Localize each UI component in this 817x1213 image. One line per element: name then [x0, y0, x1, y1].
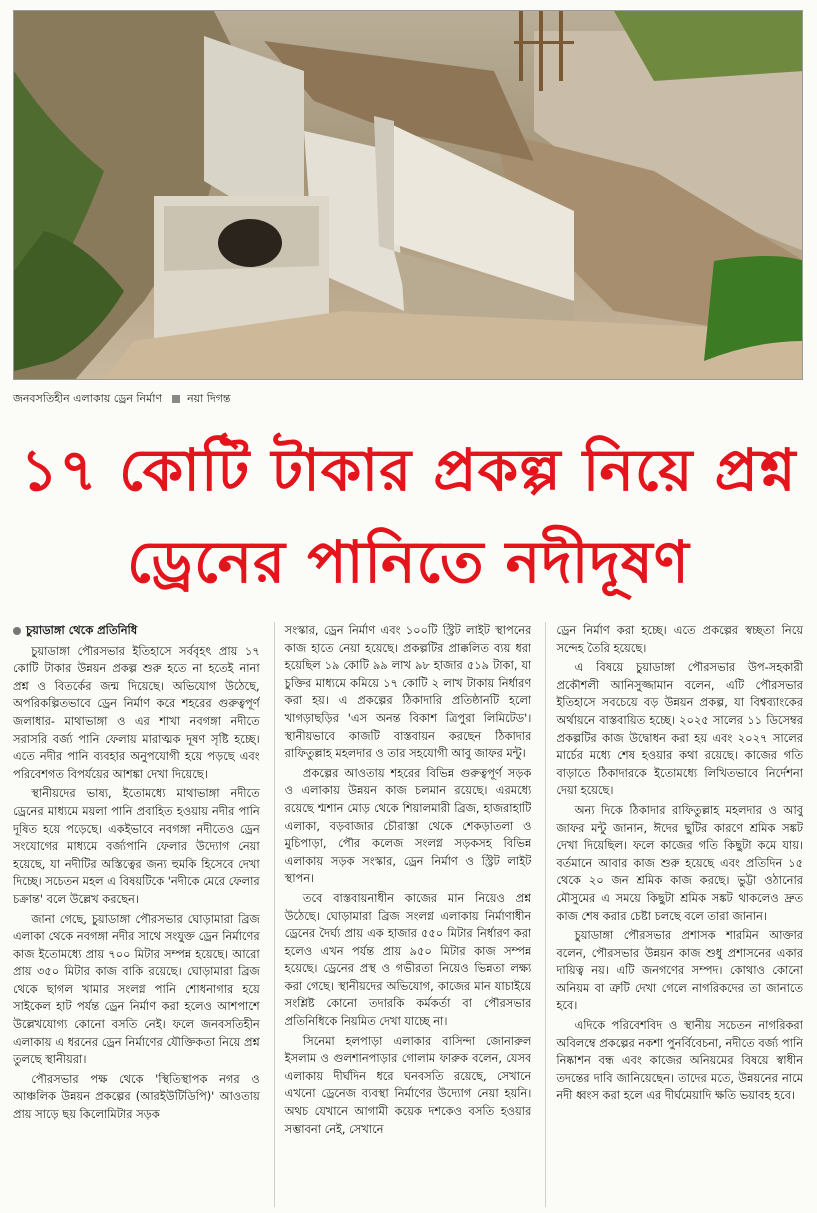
paragraph: চুয়াডাঙ্গা পৌরসভার ইতিহাসে সর্ববৃহৎ প্রায় ১৭ কোটি টাকার উন্নয়ন প্রকল্প শুরু হতে না হতেই নানা প্রশ্ন ও বিতর্কের জন্ম দিয়েছে। অভিযোগ উঠেছে, অপরিকল্পিতভাবে ড্রেন নির্মাণ করে শহরের গুরুত্বপূর্ণ জলাধার- মাথাভাঙ্গা ও এর শাখা নবগঙ্গা নদীতে সরাসরি বর্জ্য পানি ফেলায় মারাত্মক দূষণ সৃষ্টি হচ্ছে। এতে নদীর পানি ব্যবহার অনুপযোগী হয়ে পড়ছে এবং পরিবেশগত বিপর্যয়ের আশঙ্কা দেখা দিয়েছে।: [13, 643, 260, 781]
drain-construction-image: [14, 11, 803, 380]
caption-text: জনবসতিহীন এলাকায় ড্রেন নির্মাণ: [13, 392, 163, 405]
square-bullet-icon: [172, 395, 180, 403]
headline-line-2: ড্রেনের পানিতে নদীদূষণ: [127, 528, 690, 596]
article-photo: [13, 10, 803, 380]
paragraph: জানা গেছে, চুয়াডাঙ্গা পৌরসভার ঘোড়ামারা ব্রিজ এলাকা থেকে নবগঙ্গা নদীর সাথে সংযুক্ত ড্রেন নির্মাণের কাজ ইতোমধ্যে প্রায় ৭০০ মিটার সম্পন্ন হয়েছে। আরো প্রায় ৩৫০ মিটার কাজ বাকি রয়েছে। ঘোড়ামারা ব্রিজ থেকে ছাগল খামার সংলগ্ন পানি শোধনাগার হয়ে সাইকেল হাট পর্যন্ত ড্রেন নির্মাণ করা হলেও আশপাশে উল্লেখযোগ্য কোনো বসতি নেই। ফলে জনবসতিহীন এলাকায় এ ধরনের ড্রেন নির্মাণের যৌক্তিকতা নিয়ে প্রশ্ন তুলছে স্থানীয়রা।: [13, 911, 260, 1067]
paragraph: চুয়াডাঙ্গা পৌরসভার প্রশাসক শারমিন আক্তার বলেন, পৌরসভার উন্নয়ন কাজ শুধু প্রশাসনের একার দায়িত্ব নয়। এটি জনগণের সম্পদ। কোথাও কোনো অনিয়ম বা ত্রুটি দেখা গেলে নাগরিকদের তা জানাতে হবে।: [556, 928, 804, 1013]
paragraph: তবে বাস্তবায়নাধীন কাজের মান নিয়েও প্রশ্ন উঠেছে। ঘোড়ামারা ব্রিজ সংলগ্ন এলাকায় নির্মাণাধীন ড্রেনের দৈর্ঘ্য প্রায় এক হাজার ৫৫০ মিটার নির্ধারণ করা হলেও এখন পর্যন্ত প্রায় ৯৫০ মিটার কাজ সম্পন্ন হয়েছে। ড্রেনের প্রস্থ ও গভীরতা নিয়েও ভিন্নতা লক্ষ্য করা গেছে। স্থানীয়দের অভিযোগ, কাজের মান যাচাইয়ে সংশ্লিষ্ট কোনো তদারকি কর্মকর্তা বা পৌরসভার প্রতিনিধিকে নিয়মিত দেখা যাচ্ছে না।: [284, 890, 532, 1029]
paragraph: সংস্কার, ড্রেন নির্মাণ এবং ১০০টি স্ট্রিট লাইট স্থাপনের কাজ হাতে নেয়া হয়েছে। প্রকল্পটির প্রাক্কলিত ব্যয় ধরা হয়েছিল ১৯ কোটি ৯৯ লাখ ৯৮ হাজার ৫১৯ টাকা, যা চুক্তির মাধ্যমে কমিয়ে ১৭ কোটি ২ লাখ টাকায় নির্ধারণ করা হয়। এ প্রকল্পের ঠিকাদারি প্রতিষ্ঠানটি হলো খাগড়াছড়ির 'এস অনন্ত বিকাশ ত্রিপুরা লিমিটেড'। স্থানীয়ভাবে কাজটি বাস্তবায়ন করছেন ঠিকাদার রাফিতুল্লাহ মহলদার ও তার সহযোগী আবু জাফর মন্টু।: [284, 623, 532, 761]
article-body: [13, 622, 803, 1207]
article-column-3: [545, 622, 803, 1207]
bullet-dot-icon: [13, 627, 21, 635]
photo-credit: নয়া দিগন্ত: [187, 392, 231, 405]
paragraph: সিনেমা হলপাড়া এলাকার বাসিন্দা জোনারুল ইসলাম ও গুলশানপাড়ার গোলাম ফারুক বলেন, যেসব এলাকায় দীর্ঘদিন ধরে ঘনবসতি রয়েছে, সেখানে এখনো ড্রেনেজ ব্যবস্থা নির্মাণের উদ্যোগ নেয়া হয়নি। অথচ যেখানে আগামী কয়েক দশকেও বসতি হওয়ার সম্ভাবনা নেই, সেখানে: [284, 1033, 532, 1136]
headline-line-1: ১৭ কোটি টাকার প্রকল্প নিয়ে প্রশ্ন: [20, 436, 797, 504]
paragraph: এ বিষয়ে চুয়াডাঙ্গা পৌরসভার উপ-সহকারী প্রকৌশলী আনিসুজ্জামান বলেন, এটি পৌরসভার ইতিহাসে সবচেয়ে বড় উন্নয়ন প্রকল্প, যা বিশ্বব্যাংকের অর্থায়নে বাস্তবায়িত হচ্ছে। ২০২৫ সালের ১১ ডিসেম্বর প্রকল্পটির কাজ উদ্বোধন করা হয় এবং ২০২৭ সালের মার্চের মধ্যে শেষ হওয়ার কথা রয়েছে। কাজের গতি বাড়াতে ঠিকাদারকে ইতোমধ্যে লিখিতভাবে নির্দেশনা দেয়া হয়েছে।: [556, 660, 804, 798]
article-column-1: [13, 622, 260, 1207]
paragraph: ড্রেন নির্মাণ করা হচ্ছে। এতে প্রকল্পের স্বচ্ছতা নিয়ে সন্দেহ তৈরি হয়েছে।: [556, 623, 804, 655]
paragraph: পৌরসভার পক্ষ থেকে 'স্থিতিস্থাপক নগর ও আঞ্চলিক উন্নয়ন প্রকল্পের (আরইউটিডিপি)' আওতায় প্রায় সাড়ে ছয় কিলোমিটার সড়ক: [13, 1071, 260, 1122]
byline: [13, 622, 260, 640]
byline-text: চুয়াডাঙ্গা থেকে প্রতিনিধি: [26, 623, 138, 637]
paragraph: অন্য দিকে ঠিকাদার রাফিতুল্লাহ মহলদার ও আবু জাফর মন্টু জানান, ঈদের ছুটির কারণে শ্রমিক সঙ্কট দেখা দিয়েছিল। ফলে কাজের গতি কিছুটা কমে যায়। বর্তমানে আবার কাজ শুরু হয়েছে এবং প্রতিদিন ১৫ থেকে ২০ জন শ্রমিক কাজ করছে। ভুট্টা ওঠানোর মৌসুমের এ সময়ে কিছুটা শ্রমিক সঙ্কট থাকলেও দ্রুত কাজ শেষ করার চেষ্টা চলছে বলে তারা জানান।: [556, 802, 804, 923]
article-column-2: [274, 622, 532, 1207]
paragraph: স্থানীয়দের ভাষ্য, ইতোমধ্যে মাথাভাঙ্গা নদীতে ড্রেনের মাধ্যমে ময়লা পানি প্রবাহিত হওয়ায় নদীর পানি দূষিত হয়ে পড়েছে। একইভাবে নবগঙ্গা নদীতেও ড্রেন সংযোগের মাধ্যমে বর্জ্যপানি ফেলার উদ্যোগ নেয়া হয়েছে, যা নদীটির অস্তিত্বের জন্য হুমকি হিসেবে দেখা দিচ্ছে। সচেতন মহল এ বিষয়টিকে 'নদীকে মেরে ফেলার চক্রান্ত' বলে উল্লেখ করছেন।: [13, 786, 260, 906]
paragraph: এদিকে পরিবেশবিদ ও স্থানীয় সচেতন নাগরিকরা অবিলম্বে প্রকল্পের নকশা পুনর্বিবেচনা, নদীতে বর্জ্য পানি নিষ্কাশন বন্ধ এবং কাজের অনিয়মের বিষয়ে স্বাধীন তদন্তের দাবি জানিয়েছেন। তাদের মতে, উন্নয়নের নামে নদী ধ্বংস করা হলে এর দীর্ঘমেয়াদি ক্ষতি ভয়াবহ হবে।: [556, 1018, 804, 1103]
paragraph: প্রকল্পের আওতায় শহরের বিভিন্ন গুরুত্বপূর্ণ সড়ক ও এলাকায় উন্নয়ন কাজ চলমান রয়েছে। এরমধ্যে রয়েছে শ্মশান মোড় থেকে শিয়ালমারী ব্রিজ, হাজরাহাটি এলাকা, বড়বাজার চৌরাস্তা থেকে শেকড়াতলা ও মুচিপাড়া, পৌর কলেজ সংলগ্ন সড়কসহ বিভিন্ন এলাকায় সড়ক সংস্কার, ড্রেন নির্মাণ ও স্ট্রিট লাইট স্থাপন।: [284, 765, 532, 886]
photo-caption: [13, 388, 803, 410]
